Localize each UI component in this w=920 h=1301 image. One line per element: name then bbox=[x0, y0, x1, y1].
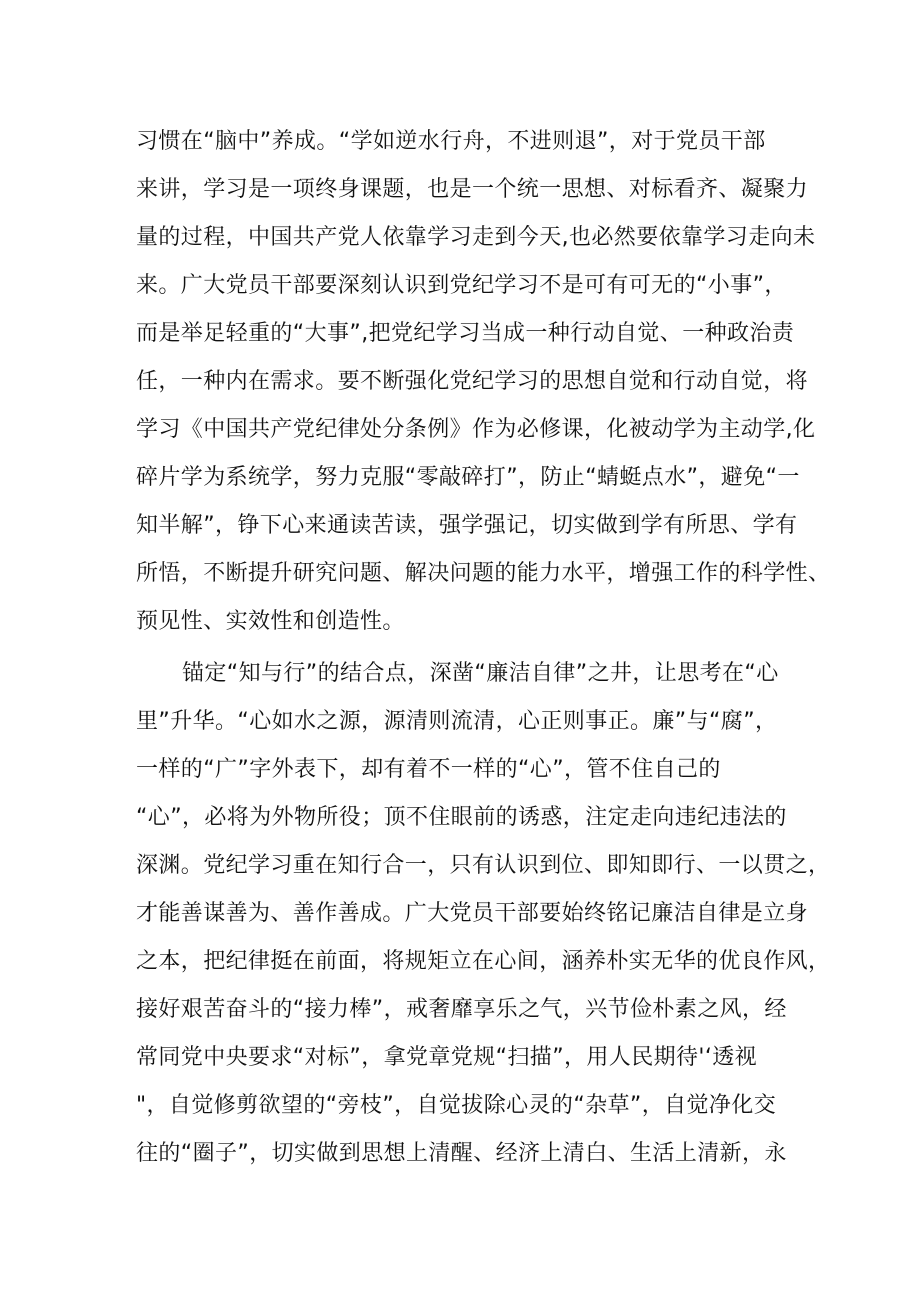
paragraph-1-line-8: 碎片学为系统学，努力克服“零敲碎打”，防止“蜻蜓点水”，避免“一 bbox=[136, 465, 800, 490]
paragraph-2-line-2: 里”升华。“心如水之源，源清则流清，心正则事正。廉”与“腐”， bbox=[136, 709, 778, 734]
paragraph-2-line-6: 才能善谋善为、善作善成。广大党员干部要始终铭记廉洁自律是立身 bbox=[136, 901, 809, 926]
paragraph-1-line-3: 量的过程，中国共产党人依靠学习走到今天,也必然要依靠学习走向未 bbox=[136, 225, 816, 250]
paragraph-2-line-7: 之本，把纪律挺在前面，将规矩立在心间，涵养朴实无华的优良作风， bbox=[136, 949, 831, 974]
paragraph-2-line-4: “心”，必将为外物所役；顶不住眼前的诱惑，注定走向违纪违法的 bbox=[136, 805, 787, 830]
paragraph-1-line-7: 学习《中国共产党纪律处分条例》作为必修课，化被动学为主动学,化 bbox=[136, 417, 816, 442]
paragraph-2-line-8: 接好艰苦奋斗的“接力棒”，戒奢靡享乐之气，兴节俭朴素之风，经 bbox=[136, 997, 787, 1022]
paragraph-2-line-3: 一样的“广”字外表下，却有着不一样的“心”，管不住自己的 bbox=[136, 757, 721, 782]
paragraph-1-line-6: 任，一种内在需求。要不断强化党纪学习的思想自觉和行动自觉，将 bbox=[136, 369, 809, 394]
paragraph-1-line-2: 来讲，学习是一项终身课题，也是一个统一思想、对标看齐、凝聚力 bbox=[136, 177, 809, 202]
paragraph-1-line-5: 而是举足轻重的“大事”,把党纪学习当成一种行动自觉、一种政治责 bbox=[136, 321, 795, 346]
paragraph-2-line-5: 深渊。党纪学习重在知行合一，只有认识到位、即知即行、一以贯之， bbox=[136, 853, 831, 878]
paragraph-2-line-10: "，自觉修剪欲望的“旁枝”，自觉拔除心灵的“杂草”，自觉净化交 bbox=[136, 1093, 777, 1118]
paragraph-1-line-4: 来。广大党员干部要深刻认识到党纪学习不是可有可无的“小事”， bbox=[136, 273, 787, 298]
paragraph-1-line-10: 所悟，不断提升研究问题、解决问题的能力水平，增强工作的科学性、 bbox=[136, 561, 831, 586]
paragraph-2-line-9: 常同党中央要求“对标”，拿党章党规“扫描”，用人民期待'‘透视 bbox=[136, 1045, 758, 1070]
paragraph-1-line-9: 知半解”，铮下心来通读苦读，强学强记，切实做到学有所思、学有 bbox=[136, 513, 798, 538]
paragraph-1-line-1: 习惯在“脑中”养成。“学如逆水行舟，不进则退”，对于党员干部 bbox=[136, 129, 766, 154]
paragraph-2-line-11: 往的“圈子”，切实做到思想上清醒、经济上清白、生活上清新，永 bbox=[136, 1141, 787, 1166]
paragraph-2-line-1: 锚定“知与行”的结合点，深凿“廉洁自律”之井，让思考在“心 bbox=[182, 661, 779, 686]
paragraph-1-line-11: 预见性、实效性和创造性。 bbox=[136, 609, 405, 634]
